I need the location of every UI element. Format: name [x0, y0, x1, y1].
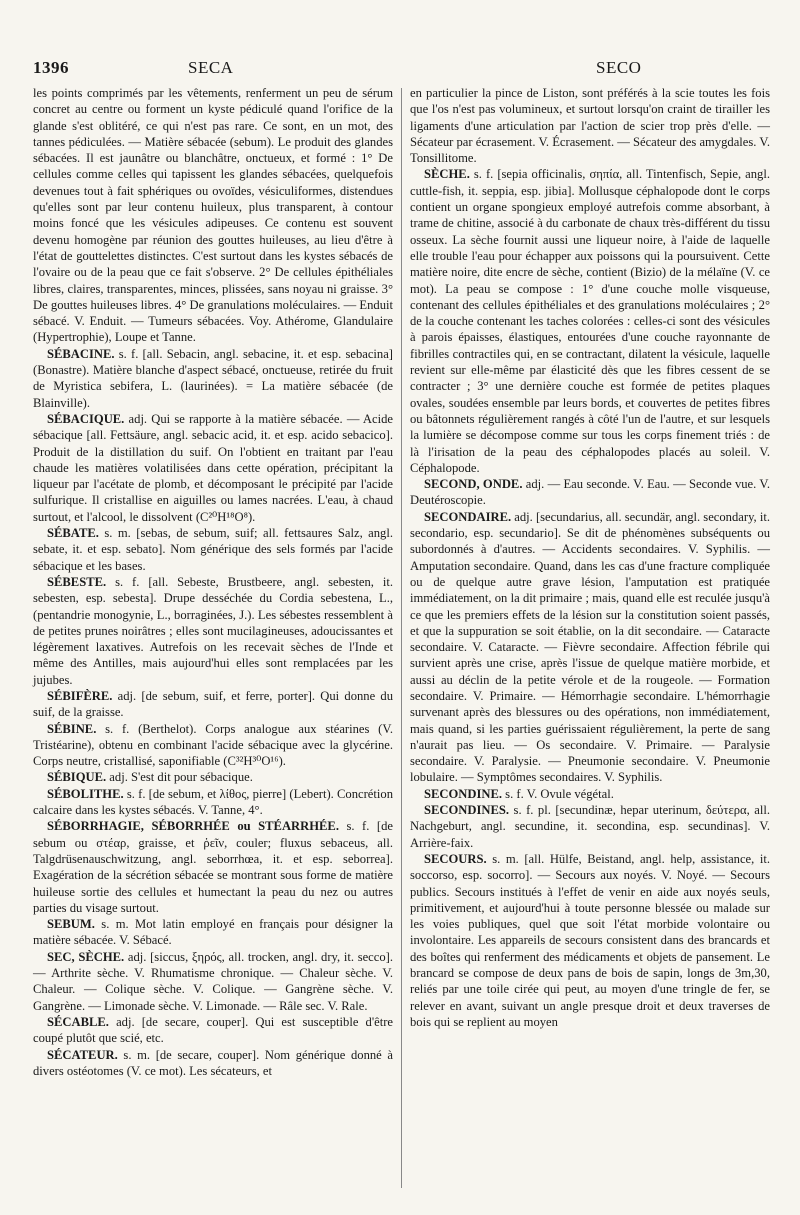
entry-paragraph: SÉCABLE. adj. [de secare, couper]. Qui est susceptible d'être coupé plutôt que scié, etc. — [33, 1014, 393, 1046]
headword: SÉBACIQUE. — [47, 411, 125, 426]
headword: SEC, SÈCHE. — [47, 949, 125, 964]
headword: SÈCHE. — [424, 167, 470, 182]
headword: SÉCABLE. — [47, 1014, 109, 1029]
entry-paragraph: SÉBACINE. s. f. [all. Sebacin, angl. sebacine, it. et esp. sebacina] (Bonastre). Matière blanche d'aspect sébacé, onctueuse, retirée du fruit de Myristica sebifera, L. (laurinées). = La matière sébacée (de Blainville). — [33, 346, 393, 410]
entry-paragraph: SECOND, ONDE. adj. — Eau seconde. V. Eau. — Seconde vue. V. Deutéroscopie. — [410, 477, 770, 508]
headword: SÉBIFÈRE. — [47, 688, 113, 703]
headword: SÉBESTE. — [47, 574, 107, 589]
headword: SÉBOLITHE. — [47, 786, 124, 801]
left-running-head: SECA — [188, 58, 234, 77]
column-divider — [401, 88, 402, 1188]
page-number: 1396 — [33, 58, 69, 77]
entry-paragraph: SÉBIFÈRE. adj. [de sebum, suif, et ferre, porter]. Qui donne du suif, de la graisse. — [33, 688, 393, 720]
entry-paragraph: SECONDAIRE. adj. [secundarius, all. secundär, angl. secondary, it. secondario, esp. secundario]. Se dit de phénomènes subséquents ou subordonnés à d'autres. — Accidents secondaires. V. Syphilis. — Amputation secondaire. Quand, dans les cas d'une fracture compliquée ou de quelque autre grave lésion, l'amputation est pratiquée immédiatement, on la dit primaire ; mais, quand elle est reculée jusqu'à ce que les premiers effets de la lésion sur la constitution soient passés, et que la suppuration se soit établie, on la dit secondaire. — Cataracte secondaire. V. Cataracte. — Fièvre secondaire. Affection fébrile qui survient après une crise, après l'issue de quelque matière morbide, et aussi au déclin de la petite vérole et de la rougeole. — Formation secondaire. V. Primaire. — Hémorrhagie secondaire. L'hémorrhagie survenant après des blessures ou des opérations, non immédiatement, mais quand, si les parties guérissaient régulièrement, la perte de sang n'aurait pas lieu. — Os secondaire. V. Primaire. — Paralysie secondaire. V. Paralysie. — Pneumonie secondaire. V. Pneumonie lobulaire. — Symptômes secondaires. V. Syphilis. — [410, 509, 770, 785]
entry-paragraph: SÉBIQUE. adj. S'est dit pour sébacique. — [47, 770, 253, 785]
entry-paragraph: SÉCATEUR. s. m. [de secare, couper]. Nom générique donné à divers ostéotomes (V. ce mot). Les sécateurs, et — [33, 1047, 393, 1078]
headword: SECOND, ONDE. — [424, 477, 523, 492]
headword: SÉBATE. — [47, 526, 99, 541]
entry-paragraph: SEBUM. s. m. Mot latin employé en français pour désigner la matière sébacée. V. Sébacé. — [33, 917, 393, 948]
entry-paragraph: SÉBATE. s. m. [sebas, de sebum, suif; all. fettsaures Salz, angl. sebate, it. et esp. sebato]. Nom générique des sels formés par l'acide sébacique et les bases. — [33, 526, 393, 573]
entry-paragraph: SECONDINE. s. f. V. Ovule végétal. — [424, 786, 614, 801]
headword: SÉCATEUR. — [47, 1047, 118, 1062]
entry-paragraph: les points comprimés par les vêtements, renferment un peu de sérum concret au centre ou forment un kyste pédiculé quand l'orifice de la glande s'est oblitéré, ce qui n'est pas rare. Ce sont, en un mot, des tannes pédiculées. — Matière sébacée (sebum). Le produit des glandes sébacées. Il est jaunâtre ou blanchâtre, onctueux, et formé : 1° De cellules comme celles qui tapissent les glandes sébacées, quelquefois devenues tout à fait sphériques ou ovoïdes, vésiculiformes, distendues qu'elles sont par leur contenu huileux, plus transparent, à contour moins foncé que les vésicules adipeuses. Ce contenu est souvent devenu homogène par réunion des gouttes huileuses, au lieu d'être à l'état de gouttelettes distinctes. C'est surtout dans les kystes sébacés de l'ovaire ou de la peau que ce fait s'observe. 2° De cellules épithéliales libres, claires, transparentes, minces, plissées, sans noyau ni graisse. 3° De gouttes huileuses libres. 4° De granulations moléculaires. — Enduit sébacé. V. Enduit. — Tumeurs sébacées. Voy. Athérome, Glandulaire (Hypertrophie), Loupe et Tanne. — [33, 86, 393, 345]
entry-paragraph: SÉBACIQUE. adj. Qui se rapporte à la matière sébacée. — Acide sébacique [all. Fettsäure, angl. sebacic acid, it. et esp. acido sebacico]. Produit de la distillation du suif. On l'obtient en traitant par l'eau chaude les matières volatilisées dans cette opération, précipitant la liqueur par l'acétate de plomb, et décomposant le précipité par l'acide sulfurique. Il cristallise en aiguilles ou lames nacrées. L'eau, à chaud surtout, et l'alcool, le dissolvent (C²⁰H¹⁸O⁸). — [33, 411, 393, 524]
page-header — [33, 58, 773, 82]
right-column — [410, 85, 770, 1030]
entry-paragraph: SÉBINE. s. f. (Berthelot). Corps analogue aux stéarines (V. Tristéarine), obtenu en combinant l'acide sébacique avec la glycérine. Corps neutre, cristallisé, saponifiable (C³²H³⁰O¹⁶). — [33, 721, 393, 769]
entry-paragraph: SÉBESTE. s. f. [all. Sebeste, Brustbeere, angl. sebesten, it. sebesten, esp. sebesta]. Drupe desséchée du Cordia sebestena, L., (pentandrie monogynie, L., borraginées, J.). Les sébestes ressemblent à de petites prunes noirâtres ; elles sont mucilagineuses, adoucissantes et légèrement laxatives. Autrefois on les recevait sèches de l'Inde et même des Antilles, mais aujourd'hui elles sont remplacées par les jujubes. — [33, 574, 393, 687]
headword: SECONDINE. — [424, 786, 503, 801]
entry-paragraph: SÉBORRHAGIE, SÉBORRHÉE ou STÉARRHÉE. s. f. [de sebum ou στέαρ, graisse, et ῥεῖν, couler; fluxus sebaceus, all. Talgdrüsenauschwitzung, angl. seborrhœa, it. et esp. seborrea]. Exagération de la sécrétion sébacée se montrant sous forme de matière huileuse sortie des cellules et humectant la peau du nez ou autres parties du visage surtout. — [33, 819, 393, 915]
headword: SÉBORRHAGIE, SÉBORRHÉE ou STÉARRHÉE. — [47, 819, 339, 834]
headword: SECONDAIRE. — [424, 509, 512, 524]
entry-paragraph: en particulier la pince de Liston, sont préférés à la scie toutes les fois que l'os n'est pas volumineux, et surtout lorsqu'on craint de tirailler les ligaments d'une articulation par l'action de scier trop près d'elle. — Sécateur par écrasement. V. Écrasement. — Sécateur des amygdales. V. Tonsillitome. — [410, 86, 770, 166]
entry-paragraph: SÈCHE. s. f. [sepia officinalis, σηπία, all. Tintenfisch, Sepie, angl. cuttle-fish, it. seppia, esp. jibia]. Mollusque céphalopode dont le corps contient un organe spongieux employé autrefois comme absorbant, à trame de chitine, associé à du carbonate de chaux très-différent du tissu osseux. La sèche fournit aussi une liqueur noire, à l'aide de laquelle elle trouble l'eau pour échapper aux poissons qui la poursuivent. Cette matière noire, dite encre de sèche, contient (Bizio) de la mélaïne (V. ce mot). La peau se compose : 1° d'une couche molle visqueuse, contenant des cellules épithéliales et des granulations moléculaires ; 2° de la couche contenant les taches colorées : celles-ci sont des vésicules à parois épaisses, élastiques, entourées d'une couche rayonnante de fibrilles contractiles qui, en se contractant, dilatent la vésicule, laquelle revient sur elle-même par élasticité dès que les fibres cessent de se contracter ; 3° une dernière couche est formée de petites plaques ovales, soudées ensemble par leurs bords, et couvertes de petites fibres ou bâtonnets régulièrement rangés à côté l'un de l'autre, et sur lesquels la lumière se décompose comme sur tous les corps finement triés : de là l'irisation de la peau des céphalopodes placés au soleil. V. Céphalopode. — [410, 167, 770, 475]
headword: SECOURS. — [424, 851, 487, 866]
headword: SÉBACINE. — [47, 346, 115, 361]
headword: SÉBINE. — [47, 721, 97, 736]
headword: SECONDINES. — [424, 803, 510, 818]
right-running-head: SECO — [596, 58, 642, 77]
headword: SEBUM. — [47, 917, 95, 932]
entry-paragraph: SÉBOLITHE. s. f. [de sebum, et λίθος, pierre] (Lebert). Concrétion calcaire dans les kystes sébacés. V. Tanne, 4°. — [33, 786, 393, 818]
entry-paragraph: SECONDINES. s. f. pl. [secundinæ, hepar uterinum, δεύτερα, all. Nachgeburt, angl. secundine, it. secondina, esp. secundinas]. V. Arrière-faix. — [410, 803, 770, 850]
left-column — [33, 85, 393, 1079]
entry-paragraph: SEC, SÈCHE. adj. [siccus, ξηρός, all. trocken, angl. dry, it. secco]. — Arthrite sèche. V. Rhumatisme chronique. — Chaleur sèche. V. Chaleur. — Colique sèche. V. Colique. — Gangrène sèche. V. Gangrène. — Limonade sèche. V. Limonade. — Râle sec. V. Rale. — [33, 949, 393, 1013]
headword: SÉBIQUE. — [47, 770, 107, 785]
entry-paragraph: SECOURS. s. m. [all. Hülfe, Beistand, angl. help, assistance, it. soccorso, esp. socorro]. — Secours aux noyés. V. Noyé. — Secours publics. Secours institués à l'effet de venir en aide aux noyés seuls, primitivement, et aujourd'hui à toute personne blessée ou malade sur les voies publiques, quel que soit l'état morbide volontaire ou involontaire. Les appareils de secours consistent dans des brancards et des boîtes qui renferment des médicaments et objets de pansement. Le brancard se compose de deux pans de bois de sapin, longs de 3m,30, reliés par une toile cirée qui peut, au moyen d'une tringle de fer, se relever en avant, suivant un angle presque droit et deux traverses de bois qui se replient au moyen — [410, 851, 770, 1029]
